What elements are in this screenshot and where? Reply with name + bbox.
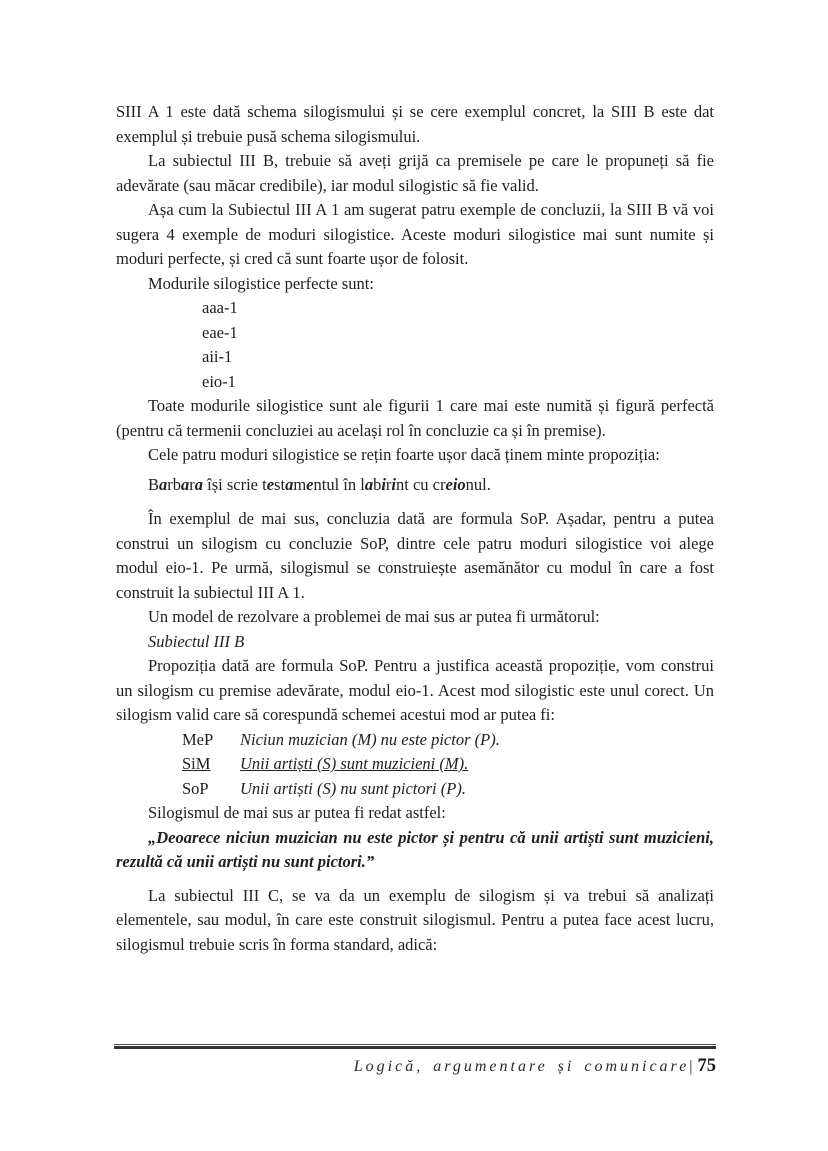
mood-list-item: eae-1	[202, 322, 238, 342]
mnemonic-key-letters: eio	[445, 474, 466, 494]
mood-list-item: aii-1	[202, 347, 233, 366]
mnemonic-plain-text: B	[148, 474, 160, 494]
paragraph: La subiectul III B, trebuie să aveți grijă ca premisele pe care le propuneți să fie adevărate (sau măcar credibile), iar modul silogistic să fie valid.	[116, 151, 714, 195]
mnemonic-plain-text: nt cu cr	[396, 474, 446, 494]
footer-rule-thick	[114, 1046, 716, 1049]
paragraph: Un model de rezolvare a problemei de mai sus ar putea fi următorul:	[148, 607, 600, 626]
footer-rule	[114, 1044, 716, 1049]
mnemonic-plain-text: nul.	[465, 474, 491, 494]
footer-rule-thin	[114, 1044, 716, 1045]
footer-separator: |	[689, 1058, 693, 1075]
paragraph: Cele patru moduri silogistice se rețin foarte ușor dacă ținem minte propoziția:	[148, 445, 660, 464]
mnemonic-key-letters: i	[391, 474, 397, 494]
paragraph: „Deoarece niciun muzician nu este pictor și pentru că unii artiști sunt muzicieni, rezultă că unii artiști nu sunt pictori.”	[116, 827, 714, 871]
paragraph: În exemplul de mai sus, concluzia dată are formula SoP. Așadar, pentru a putea construi un silogism cu concluzie SoP, dintre cele patru moduri silogistice voi alege modul eio-1. Pe urmă, silogismul se construiește asemănător cu modul în care a fost construit la subiectul III A 1.	[116, 509, 714, 602]
paragraph: La subiectul III C, se va da un exemplu de silogism și va trebui să analizați elementele, sau modul, în care este construit silogismul. Pentru a putea face acest lucru, silogismul trebuie scris în forma standard, adică:	[116, 885, 714, 954]
mood-list	[116, 296, 714, 394]
mnemonic-key-letters: a	[181, 474, 190, 494]
syllogism-row	[182, 728, 714, 753]
paragraph: Modurile silogistice perfecte sunt:	[148, 273, 374, 293]
mnemonic-plain-text: ntul în l	[313, 474, 365, 494]
syllogism-row	[182, 777, 714, 802]
paragraph: Toate modurile silogistice sunt ale figurii 1 care mai este numită și figură perfectă (pentru că termenii concluziei au același rol în concluzie ca și în premise).	[116, 396, 714, 440]
mnemonic-sentence	[148, 473, 714, 498]
syllogism-formula: MeP	[182, 729, 214, 749]
syllogism-formula: SiM	[182, 754, 211, 773]
paragraph: Așa cum la Subiectul III A 1 am sugerat patru exemple de concluzii, la SIII B vă voi sugera 4 exemple de moduri silogistice. Aceste moduri silogistice mai sunt numite și moduri perfecte, și cred că sunt foarte ușor de folosit.	[116, 200, 714, 268]
footer-title: Logică, argumentare și comunicare	[353, 1058, 690, 1075]
mnemonic-key-letters: a	[159, 474, 168, 494]
mnemonic-plain-text: r	[189, 474, 195, 494]
text-blocks	[116, 100, 714, 957]
syllogism-schema	[116, 728, 714, 802]
footer-text	[114, 1056, 716, 1077]
page-number: 75	[697, 1056, 716, 1076]
mnemonic-key-letters: e	[306, 474, 314, 494]
mnemonic-key-letters: a	[285, 474, 294, 494]
mnemonic-plain-text: b	[373, 474, 382, 494]
paragraph: Propoziția dată are formula SoP. Pentru a justifica această propoziție, vom construi un silogism cu premise adevărate, modul eio-1. Acest mod silogistic este unul corect. Un silogism valid care să corespundă schemei acestui mod ar putea fi:	[116, 656, 714, 724]
mnemonic-plain-text: r	[385, 474, 392, 494]
paragraph: SIII A 1 este dată schema silogismului și se cere exemplul concret, la SIII B este dat exemplul și trebuie pusă schema silogismului.	[116, 102, 714, 146]
mnemonic-plain-text: m	[293, 474, 307, 494]
mnemonic-key-letters: a	[364, 474, 374, 494]
mnemonic-key-letters: i	[381, 474, 386, 494]
syllogism-statement: Niciun muzician (M) nu este pictor (P).	[240, 729, 500, 749]
mnemonic-plain-text: își scrie t	[203, 474, 267, 494]
paragraph: Silogismul de mai sus ar putea fi redat astfel:	[148, 803, 446, 822]
mnemonic-plain-text: rb	[167, 474, 182, 494]
page-footer	[114, 1044, 716, 1077]
mnemonic-key-letters: e	[266, 474, 275, 494]
paragraph: Subiectul III B	[148, 631, 245, 651]
mnemonic-key-letters: a	[194, 474, 204, 494]
syllogism-statement: Unii artiști (S) nu sunt pictori (P).	[240, 778, 466, 798]
syllogism-row	[182, 752, 714, 777]
mood-list-item: eio-1	[202, 371, 236, 391]
syllogism-formula: SoP	[182, 778, 209, 798]
syllogism-statement: Unii artiști (S) sunt muzicieni (M).	[240, 754, 469, 773]
mnemonic-plain-text: st	[274, 474, 286, 494]
mood-list-item: aaa-1	[202, 298, 238, 317]
